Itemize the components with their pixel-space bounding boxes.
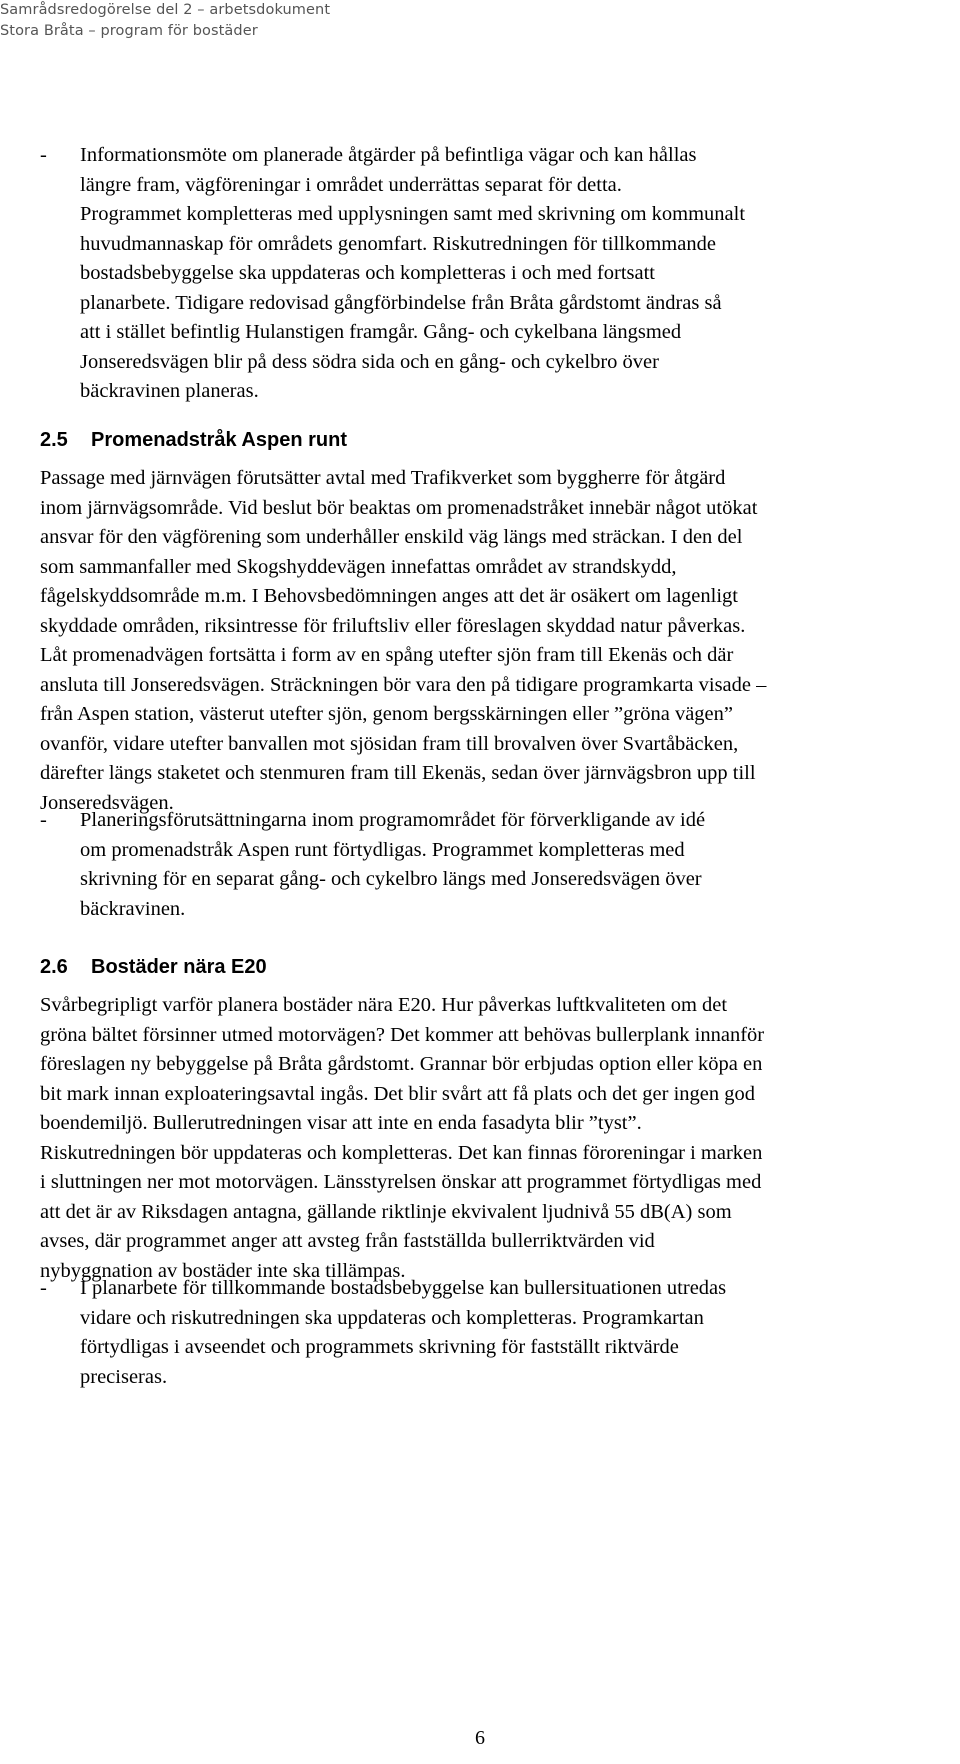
text-line: ansvar för den vägförening som underhåller enskild väg längs med sträckan. I den del	[40, 526, 743, 548]
text-line: Informationsmöte om planerade åtgärder på befintliga vägar och kan hållas	[80, 144, 697, 166]
text-line: bäckravinen planeras.	[80, 380, 259, 402]
text-line: gröna bältet försinner utmed motorvägen? Det kommer att behövas bullerplank innanför	[40, 1023, 765, 1046]
page-number: 6	[475, 1727, 485, 1749]
text-line: Låt promenadvägen fortsätta i form av en spång utefter sjön fram till Ekenäs och där	[40, 644, 734, 666]
section-2-5-bullet	[40, 806, 952, 924]
document-title: Samrådsredogörelse del 2 – arbetsdokument	[0, 2, 331, 18]
text-line: vidare och riskutredningen ska uppdateras och kompletteras. Programkartan	[80, 1306, 704, 1329]
section-heading-2-6	[40, 953, 940, 981]
text-line: Planeringsförutsättningarna inom programområdet för förverkligande av idé	[80, 809, 706, 831]
text-line: boendemiljö. Bullerutredningen visar att inte en enda fasadyta blir ”tyst”.	[40, 1112, 642, 1134]
text-line: Jonseredsvägen blir på dess södra sida och en gång- och cykelbro över	[80, 350, 659, 373]
section-2-5-body	[40, 464, 952, 818]
text-line: Programmet kompletteras med upplysningen samt med skrivning om kommunalt	[80, 203, 746, 225]
section-2-6-bullet	[40, 1274, 952, 1392]
text-line: som sammanfaller med Skogshyddevägen innefattas området av strandskydd,	[40, 555, 677, 578]
text-line: inom järnvägsområde. Vid beslut bör beaktas om promenadstråket innebär något utökat	[40, 496, 758, 519]
text-line: skyddade områden, riksintresse för friluftsliv eller föreslagen skyddad natur påverkas.	[40, 614, 746, 637]
text-line: huvudmannaskap för områdets genomfart. Riskutredningen för tillkommande	[80, 232, 716, 255]
text-line: preciseras.	[80, 1365, 168, 1388]
running-header	[0, 0, 330, 42]
section-number: 2.6	[40, 956, 68, 978]
bullet-text	[80, 1274, 952, 1392]
text-line: att det är av Riksdagen antagna, gällande riktlinje ekvivalent ljudnivå 55 dB(A) som	[40, 1200, 732, 1223]
section-title: Promenadstråk Aspen runt	[91, 429, 347, 451]
section-number: 2.5	[40, 429, 68, 451]
bullet-text	[80, 806, 952, 924]
bullet-dash: -	[40, 809, 47, 831]
text-line: Riskutredningen bör uppdateras och kompletteras. Det kan finnas föroreningar i marken	[40, 1141, 763, 1164]
section-title: Bostäder nära E20	[91, 956, 267, 978]
section-heading-2-5	[40, 426, 940, 454]
bullet-dash: -	[40, 144, 47, 166]
text-line: om promenadstråk Aspen runt förtydligas. Programmet kompletteras med	[80, 838, 685, 861]
text-line: i sluttningen ner mot motorvägen. Länsstyrelsen önskar att programmet förtydligas med	[40, 1171, 762, 1193]
intro-bullet-text	[80, 141, 952, 407]
text-line: Passage med järnvägen förutsätter avtal med Trafikverket som byggherre för åtgärd	[40, 467, 726, 489]
text-line: planarbete. Tidigare redovisad gångförbindelse från Bråta gårdstomt ändras så	[80, 291, 722, 314]
text-line: föreslagen ny bebyggelse på Bråta gårdstomt. Grannar bör erbjudas option eller köpa en	[40, 1053, 763, 1075]
text-line: Jonseredsvägen.	[40, 791, 174, 814]
text-line: I planarbete för tillkommande bostadsbebyggelse kan bullersituationen utredas	[80, 1277, 727, 1299]
text-line: skrivning för en separat gång- och cykelbro längs med Jonseredsvägen över	[80, 868, 702, 890]
text-line: Svårbegripligt varför planera bostäder nära E20. Hur påverkas luftkvaliteten om det	[40, 994, 728, 1016]
text-line: ansluta till Jonseredsvägen. Sträckningen bör vara den på tidigare programkarta visade –	[40, 673, 767, 696]
text-line: bostadsbebyggelse ska uppdateras och kompletteras i och med fortsatt	[80, 262, 655, 284]
text-line: att i stället befintlig Hulanstigen framgår. Gång- och cykelbana längsmed	[80, 321, 682, 343]
section-2-6-body	[40, 991, 952, 1286]
text-line: bäckravinen.	[80, 897, 186, 920]
text-line: avses, där programmet anger att avsteg från fastställda bullerriktvärden vid	[40, 1230, 655, 1252]
text-line: längre fram, vägföreningar i området underrättas separat för detta.	[80, 173, 622, 196]
text-line: ovanför, vidare utefter banvallen mot sjösidan fram till brovalven över Svartåbäcken,	[40, 732, 739, 755]
text-line: nybyggnation av bostäder inte ska tillämpas.	[40, 1259, 406, 1282]
document-subtitle: Stora Bråta – program för bostäder	[0, 23, 258, 39]
text-line: förtydligas i avseendet och programmets skrivning för fastställt riktvärde	[80, 1336, 679, 1358]
text-line: bit mark innan exploateringsavtal ingås. Det blir svårt att få plats och det ger ingen god	[40, 1082, 756, 1105]
text-line: därefter längs staketet och stenmuren fram till Ekenäs, sedan över järnvägsbron upp till	[40, 762, 756, 784]
text-line: fågelskyddsområde m.m. I Behovsbedömningen anges att det är osäkert om lagenligt	[40, 585, 738, 607]
bullet-dash: -	[40, 1277, 47, 1299]
text-line: från Aspen station, västerut utefter sjön, genom bergsskärningen eller ”gröna vägen”	[40, 703, 733, 725]
intro-bullet	[40, 141, 952, 407]
